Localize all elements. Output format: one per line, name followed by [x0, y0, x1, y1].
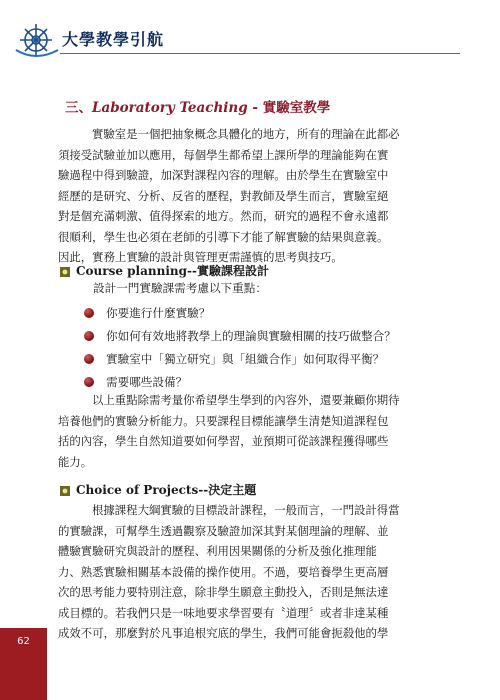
bullet-icon — [84, 354, 94, 364]
course-planning-intro: 設計一門實驗課需考慮以下重點： — [93, 281, 267, 295]
section-number: 三、 — [65, 100, 92, 116]
intro-line: 經歷的是研究、分析、反省的歷程，對教師及學生而言，實驗室絕 — [58, 188, 389, 203]
bullet-text: 實驗室中「獨立研究」與「組織合作」如何取得平衡？ — [106, 351, 385, 366]
intro-line: 實驗室是一個把抽象概念具體化的地方，所有的理論在此都必 — [92, 127, 400, 141]
header-divider — [60, 53, 460, 54]
ship-wheel-anchor-icon — [14, 20, 60, 60]
paragraph-line: 力、熟悉實驗相關基本設備的操作使用。不過，要培養學生更高層 — [58, 564, 389, 579]
choice-of-projects-paragraph — [58, 500, 452, 644]
intro-line: 須接受試驗並加以應用，每個學生都希望上課所學的理論能夠在實 — [58, 147, 389, 162]
section-title — [65, 96, 330, 116]
paragraph-line: 括的內容，學生自然知道要如何學習，並預期可從該課程獲得哪些 — [58, 434, 389, 448]
intro-paragraph — [58, 124, 450, 268]
course-planning-sep: -- — [187, 263, 197, 278]
paragraph-line: 能力。 — [58, 454, 93, 469]
paragraph-line: 成目標的。若我們只是一味地要求學習要有〝道理〞或者非達某種 — [58, 605, 389, 620]
flower-square-icon — [60, 485, 70, 495]
course-planning-heading — [60, 262, 269, 279]
list-item — [84, 302, 396, 325]
bullet-text: 你如何有效地將教學上的理論與實驗相關的技巧做整合？ — [106, 329, 396, 344]
bullet-icon — [84, 331, 94, 341]
paragraph-line: 培養他們的實驗分析能力。只要課程目標能讓學生清楚知道課程包 — [58, 413, 389, 428]
paragraph-line: 以上重點除需考量你希望學生學到的內容外，還要兼顧你期待 — [92, 393, 400, 407]
flower-square-icon — [60, 266, 70, 276]
page-number: 62 — [17, 636, 30, 647]
course-planning-bullets — [84, 302, 396, 393]
intro-line: 因此，實務上實驗的設計與管理更需謹慎的思考與技巧。 — [58, 250, 343, 264]
intro-line: 驗過程中得到驗證，加深對課程內容的理解。由於學生在實驗室中 — [58, 168, 389, 182]
list-item — [84, 348, 396, 371]
header-title: 大學教學引航 — [62, 30, 165, 49]
bullet-icon — [84, 377, 94, 387]
course-planning-zh: 實驗課程設計 — [197, 264, 270, 278]
paragraph-line: 體驗實驗研究與設計的歷程、利用因果關係的分析及強化推理能 — [58, 544, 377, 558]
section-title-zh: 實驗室教學 — [262, 100, 331, 116]
section-title-en: Laboratory Teaching - — [92, 100, 263, 116]
paragraph-line: 次的思考能力要特別注意，除非學生願意主動投入，否則是無法達 — [58, 585, 389, 599]
intro-line: 對是個充滿刺激、值得探索的地方。然而，研究的過程不會永遠都 — [58, 209, 389, 223]
choice-of-projects-en: Choice of Projects — [76, 482, 199, 497]
course-planning-paragraph — [58, 390, 450, 472]
course-planning-en: Course planning — [76, 263, 188, 278]
bullet-icon — [84, 308, 94, 318]
choice-of-projects-sep: -- — [198, 482, 209, 497]
list-item — [84, 325, 396, 348]
intro-line: 很順利，學生也必須在老師的引導下才能了解實驗的結果與意義。 — [58, 229, 389, 244]
bullet-text: 需要哪些設備？ — [106, 374, 188, 389]
choice-of-projects-heading — [60, 481, 256, 498]
choice-of-projects-zh: 決定主題 — [208, 483, 257, 497]
paragraph-line: 根據課程大綱實驗的目標設計課程，一般而言，一門設計得當 — [92, 503, 400, 517]
paragraph-line: 成效不可，那麼對於凡事追根究底的學生，我們可能會扼殺他的學 — [58, 626, 389, 640]
paragraph-line: 的實驗課，可幫學生透過觀察及驗證加深其對某個理論的理解、並 — [58, 523, 389, 538]
bullet-text: 你要進行什麼實驗？ — [106, 306, 211, 321]
